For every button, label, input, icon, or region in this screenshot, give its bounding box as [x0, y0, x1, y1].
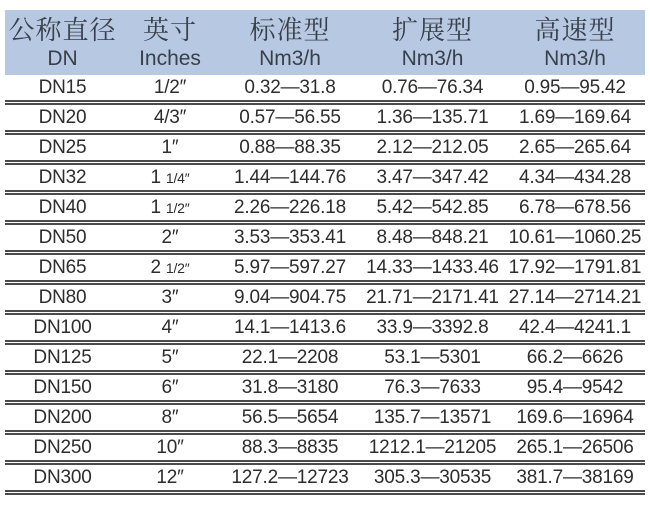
- dn-cell: DN65: [5, 253, 120, 283]
- col-header-standard-type-cn: 标准型: [249, 15, 331, 45]
- table-row: [5, 463, 645, 493]
- table-row: [5, 343, 645, 373]
- dn-cell: DN15: [5, 75, 120, 103]
- high-speed-flow-cell: 0.95—95.42: [505, 75, 645, 103]
- col-header-high-speed-type-cn: 高速型: [534, 15, 616, 45]
- standard-flow-cell: 0.88—88.35: [220, 133, 360, 163]
- extended-flow-cell: 305.3—30535: [360, 463, 505, 493]
- standard-flow-cell: 56.5—5654: [220, 403, 360, 433]
- dn-cell: DN300: [5, 463, 120, 493]
- table-row: [5, 133, 645, 163]
- col-header-inches-cn: 英寸: [142, 15, 197, 45]
- table-row: [5, 103, 645, 133]
- dn-cell: DN40: [5, 193, 120, 223]
- standard-flow-cell: 0.32—31.8: [220, 75, 360, 103]
- col-header-nominal-diameter: [5, 10, 120, 75]
- col-header-inches: [120, 10, 220, 75]
- inches-cell: 4/3″: [120, 103, 220, 133]
- extended-flow-cell: 2.12—212.05: [360, 133, 505, 163]
- standard-flow-cell: 31.8—3180: [220, 373, 360, 403]
- dn-cell: DN25: [5, 133, 120, 163]
- dn-cell: DN50: [5, 223, 120, 253]
- standard-flow-cell: 3.53—353.41: [220, 223, 360, 253]
- col-header-nominal-diameter-cn: 公称直径: [8, 15, 117, 45]
- high-speed-flow-cell: 42.4—4241.1: [505, 313, 645, 343]
- high-speed-flow-cell: 2.65—265.64: [505, 133, 645, 163]
- dn-cell: DN125: [5, 343, 120, 373]
- extended-flow-cell: 33.9—3392.8: [360, 313, 505, 343]
- extended-flow-cell: 53.1—5301: [360, 343, 505, 373]
- col-header-standard-type-sub: Nm3/h: [259, 47, 321, 70]
- extended-flow-cell: 3.47—347.42: [360, 163, 505, 193]
- table-row: [5, 403, 645, 433]
- standard-flow-cell: 1.44—144.76: [220, 163, 360, 193]
- dn-cell: DN20: [5, 103, 120, 133]
- dn-cell: DN32: [5, 163, 120, 193]
- inches-cell: 2 1/2″: [120, 253, 220, 283]
- inches-cell: 1/2″: [120, 75, 220, 103]
- standard-flow-cell: 14.1—1413.6: [220, 313, 360, 343]
- table-row: [5, 313, 645, 343]
- extended-flow-cell: 1212.1—21205: [360, 433, 505, 463]
- col-header-high-speed-type: [505, 10, 645, 75]
- inches-cell: 5″: [120, 343, 220, 373]
- high-speed-flow-cell: 95.4—9542: [505, 373, 645, 403]
- high-speed-flow-cell: 4.34—434.28: [505, 163, 645, 193]
- inches-cell: 1 1/2″: [120, 193, 220, 223]
- dn-cell: DN200: [5, 403, 120, 433]
- header-row: [5, 10, 645, 75]
- flow-rate-table: [5, 10, 645, 495]
- inches-cell: 2″: [120, 223, 220, 253]
- dn-cell: DN250: [5, 433, 120, 463]
- extended-flow-cell: 1.36—135.71: [360, 103, 505, 133]
- extended-flow-cell: 135.7—13571: [360, 403, 505, 433]
- high-speed-flow-cell: 17.92—1791.81: [505, 253, 645, 283]
- standard-flow-cell: 0.57—56.55: [220, 103, 360, 133]
- high-speed-flow-cell: 381.7—38169: [505, 463, 645, 493]
- table-row: [5, 373, 645, 403]
- col-header-standard-type: [220, 10, 360, 75]
- dn-cell: DN80: [5, 283, 120, 313]
- high-speed-flow-cell: 265.1—26506: [505, 433, 645, 463]
- standard-flow-cell: 22.1—2208: [220, 343, 360, 373]
- inches-cell: 1 1/4″: [120, 163, 220, 193]
- table-row: [5, 193, 645, 223]
- high-speed-flow-cell: 27.14—2714.21: [505, 283, 645, 313]
- col-header-extended-type-sub: Nm3/h: [401, 47, 464, 70]
- high-speed-flow-cell: 10.61—1060.25: [505, 223, 645, 253]
- inches-cell: 4″: [120, 313, 220, 343]
- standard-flow-cell: 5.97—597.27: [220, 253, 360, 283]
- extended-flow-cell: 14.33—1433.46: [360, 253, 505, 283]
- high-speed-flow-cell: 6.78—678.56: [505, 193, 645, 223]
- table-row: [5, 283, 645, 313]
- extended-flow-cell: 21.71—2171.41: [360, 283, 505, 313]
- standard-flow-cell: 127.2—12723: [220, 463, 360, 493]
- col-header-extended-type-cn: 扩展型: [391, 15, 473, 45]
- table-row: [5, 75, 645, 103]
- inches-cell: 10″: [120, 433, 220, 463]
- table-row: [5, 163, 645, 193]
- inches-cell: 8″: [120, 403, 220, 433]
- standard-flow-cell: 2.26—226.18: [220, 193, 360, 223]
- inches-cell: 3″: [120, 283, 220, 313]
- table-row: [5, 223, 645, 253]
- high-speed-flow-cell: 66.2—6626: [505, 343, 645, 373]
- extended-flow-cell: 76.3—7633: [360, 373, 505, 403]
- extended-flow-cell: 0.76—76.34: [360, 75, 505, 103]
- table-row: [5, 433, 645, 463]
- col-header-inches-sub: Inches: [139, 47, 201, 70]
- table-body: [5, 75, 645, 493]
- dn-cell: DN100: [5, 313, 120, 343]
- standard-flow-cell: 88.3—8835: [220, 433, 360, 463]
- standard-flow-cell: 9.04—904.75: [220, 283, 360, 313]
- dn-cell: DN150: [5, 373, 120, 403]
- inches-cell: 12″: [120, 463, 220, 493]
- extended-flow-cell: 5.42—542.85: [360, 193, 505, 223]
- inches-cell: 1″: [120, 133, 220, 163]
- col-header-nominal-diameter-sub: DN: [47, 47, 78, 70]
- high-speed-flow-cell: 1.69—169.64: [505, 103, 645, 133]
- col-header-extended-type: [360, 10, 505, 75]
- col-header-high-speed-type-sub: Nm3/h: [544, 47, 606, 70]
- table-row: [5, 253, 645, 283]
- extended-flow-cell: 8.48—848.21: [360, 223, 505, 253]
- high-speed-flow-cell: 169.6—16964: [505, 403, 645, 433]
- inches-cell: 6″: [120, 373, 220, 403]
